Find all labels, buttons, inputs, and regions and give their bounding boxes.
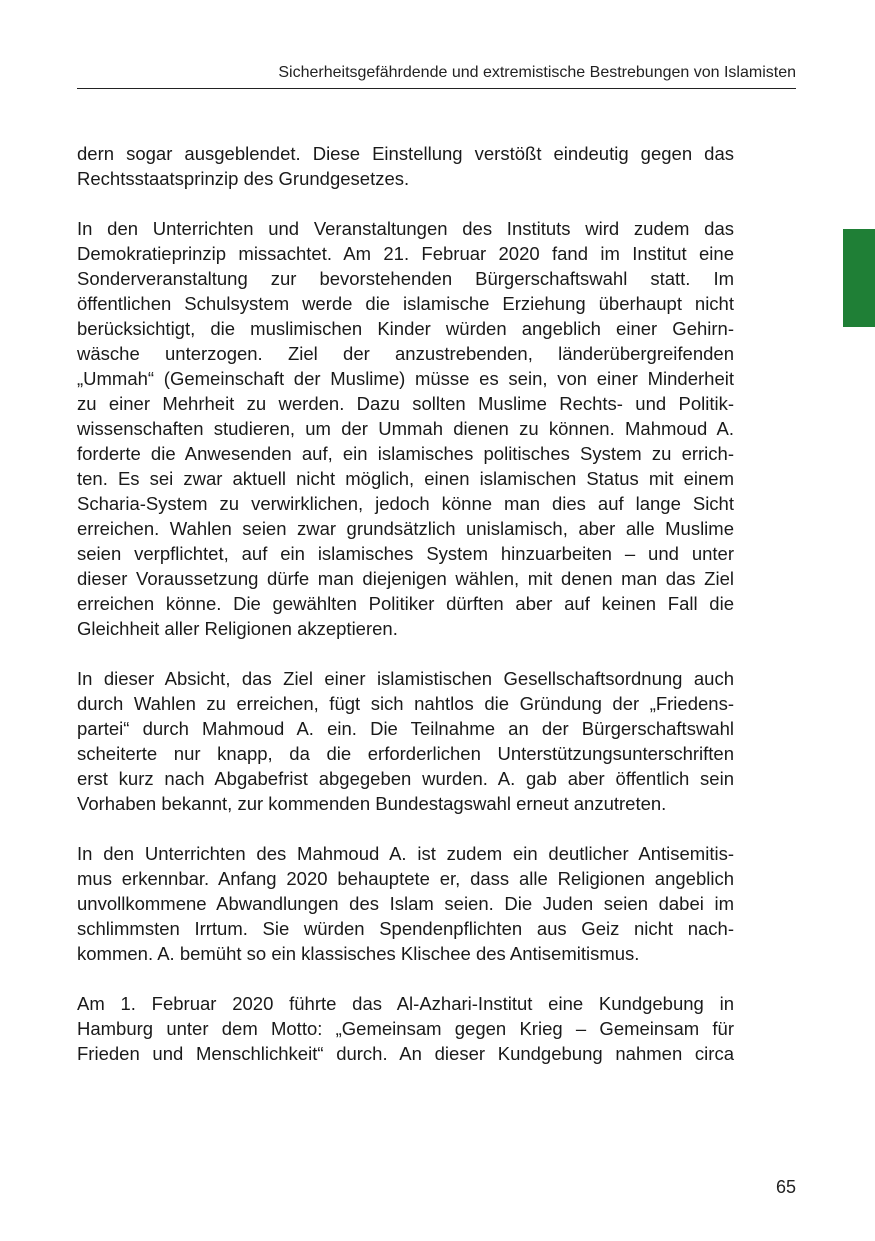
paragraph-line: „Ummah“ (Gemeinschaft der Muslime) müsse es sein, von einer Minderheit bbox=[77, 368, 734, 389]
paragraph-line: kommen. A. bemüht so ein klassisches Klischee des Antisemitismus. bbox=[77, 943, 640, 964]
paragraph-line: Sonderveranstaltung zur bevorstehenden Bürgerschaftswahl statt. Im bbox=[77, 268, 734, 289]
paragraph-line: erreichen könne. Die gewählten Politiker dürften aber auf keinen Fall die bbox=[77, 593, 734, 614]
page-number: 65 bbox=[775, 1177, 796, 1197]
paragraph-line: Gleichheit aller Religionen akzeptieren. bbox=[77, 618, 398, 639]
paragraph-line: seien verpflichtet, auf ein islamisches System hinzuarbeiten – und unter bbox=[77, 543, 734, 564]
body-text bbox=[77, 141, 734, 1091]
running-header bbox=[77, 62, 796, 89]
paragraph-line: In dieser Absicht, das Ziel einer islamistischen Gesellschaftsordnung auch bbox=[77, 668, 734, 689]
body-paragraph bbox=[77, 991, 734, 1066]
running-header-title: Sicherheitsgefährdende und extremistische Bestrebungen von Islamisten bbox=[278, 64, 796, 81]
paragraph-line: berücksichtigt, die muslimischen Kinder würden angeblich einer Gehirn- bbox=[77, 318, 734, 339]
body-paragraph bbox=[77, 216, 734, 641]
paragraph-line: Vorhaben bekannt, zur kommenden Bundestagswahl erneut anzutreten. bbox=[77, 793, 667, 814]
paragraph-line: wäsche unterzogen. Ziel der anzustrebenden, länderübergreifenden bbox=[77, 343, 734, 364]
paragraph-line: dern sogar ausgeblendet. Diese Einstellung verstößt eindeutig gegen das bbox=[77, 143, 734, 164]
paragraph-line: durch Wahlen zu erreichen, fügt sich nahtlos die Gründung der „Friedens- bbox=[77, 693, 734, 714]
paragraph-line: schlimmsten Irrtum. Sie würden Spendenpflichten aus Geiz nicht nach- bbox=[77, 918, 734, 939]
body-paragraph bbox=[77, 666, 734, 816]
paragraph-line: partei“ durch Mahmoud A. ein. Die Teilnahme an der Bürgerschaftswahl bbox=[77, 718, 734, 739]
paragraph-line: Demokratieprinzip missachtet. Am 21. Februar 2020 fand im Institut eine bbox=[77, 243, 734, 264]
paragraph-line: Am 1. Februar 2020 führte das Al-Azhari-Institut eine Kundgebung in bbox=[77, 993, 734, 1014]
paragraph-line: Rechtsstaatsprinzip des Grundgesetzes. bbox=[77, 168, 410, 189]
paragraph-line: Hamburg unter dem Motto: „Gemeinsam gegen Krieg – Gemeinsam für bbox=[77, 1018, 734, 1039]
section-tab-marker bbox=[843, 229, 875, 327]
paragraph-line: unvollkommene Abwandlungen des Islam seien. Die Juden seien dabei im bbox=[77, 893, 734, 914]
paragraph-line: erreichen. Wahlen seien zwar grundsätzlich unislamisch, aber alle Muslime bbox=[77, 518, 734, 539]
paragraph-line: forderte die Anwesenden auf, ein islamisches politisches System zu errich- bbox=[77, 443, 734, 464]
paragraph-line: dieser Voraussetzung dürfe man diejenigen wählen, mit denen man das Ziel bbox=[77, 568, 734, 589]
body-paragraph bbox=[77, 841, 734, 966]
paragraph-line: In den Unterrichten des Mahmoud A. ist zudem ein deutlicher Antisemitis- bbox=[77, 843, 734, 864]
paragraph-line: öffentlichen Schulsystem werde die islamische Erziehung überhaupt nicht bbox=[77, 293, 734, 314]
paragraph-line: ten. Es sei zwar aktuell nicht möglich, einen islamischen Status mit einem bbox=[77, 468, 734, 489]
paragraph-line: Scharia-System zu verwirklichen, jedoch könne man dies auf lange Sicht bbox=[77, 493, 734, 514]
paragraph-line: In den Unterrichten und Veranstaltungen des Instituts wird zudem das bbox=[77, 218, 734, 239]
paragraph-line: Frieden und Menschlichkeit“ durch. An dieser Kundgebung nahmen circa bbox=[77, 1043, 734, 1064]
paragraph-line: erst kurz nach Abgabefrist abgegeben wurden. A. gab aber öffentlich sein bbox=[77, 768, 734, 789]
paragraph-line: wissenschaften studieren, um der Ummah dienen zu können. Mahmoud A. bbox=[77, 418, 734, 439]
body-paragraph bbox=[77, 141, 734, 191]
paragraph-line: scheiterte nur knapp, da die erforderlichen Unterstützungsunterschriften bbox=[77, 743, 734, 764]
paragraph-line: mus erkennbar. Anfang 2020 behauptete er, dass alle Religionen angeblich bbox=[77, 868, 734, 889]
paragraph-line: zu einer Mehrheit zu werden. Dazu sollten Muslime Rechts- und Politik- bbox=[77, 393, 734, 414]
